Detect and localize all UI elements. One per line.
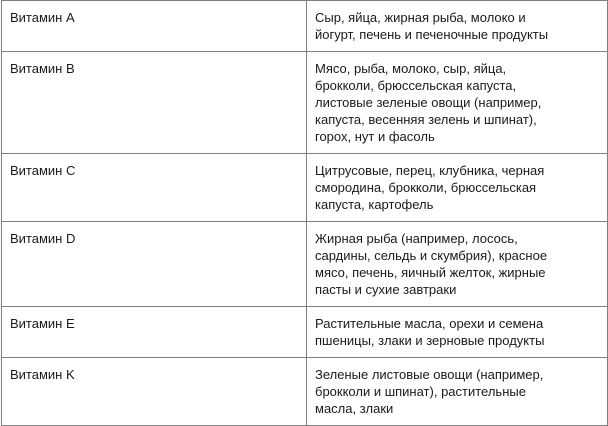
table-row bbox=[2, 52, 608, 154]
table-row bbox=[2, 222, 608, 307]
vitamin-name-cell: Витамин B bbox=[2, 52, 307, 154]
table-row bbox=[2, 1, 608, 52]
food-sources-cell: Сыр, яйца, жирная рыба, молоко и йогурт, печень и печеночные продукты bbox=[307, 1, 608, 52]
vitamin-name-cell: Витамин C bbox=[2, 154, 307, 222]
vitamin-sources-table-container bbox=[1, 0, 607, 426]
food-sources-cell: Жирная рыба (например, лосось, сардины, сельдь и скумбрия), красное мясо, печень, яичный желток, жирные пасты и сухие завтраки bbox=[307, 222, 608, 307]
table-row bbox=[2, 358, 608, 426]
vitamin-name-cell: Витамин K bbox=[2, 358, 307, 426]
vitamin-name-cell: Витамин D bbox=[2, 222, 307, 307]
food-sources-cell: Цитрусовые, перец, клубника, черная смородина, брокколи, брюссельская капуста, картофель bbox=[307, 154, 608, 222]
food-sources-cell: Зеленые листовые овощи (например, брокколи и шпинат), растительные масла, злаки bbox=[307, 358, 608, 426]
food-sources-cell: Мясо, рыба, молоко, сыр, яйца, брокколи, брюссельская капуста, листовые зеленые овощи (например, капуста, весенняя зелень и шпинат), горох, нут и фасоль bbox=[307, 52, 608, 154]
food-sources-cell: Растительные масла, орехи и семена пшеницы, злаки и зерновые продукты bbox=[307, 307, 608, 358]
vitamin-sources-table bbox=[1, 0, 608, 426]
table-row bbox=[2, 307, 608, 358]
vitamin-name-cell: Витамин E bbox=[2, 307, 307, 358]
vitamin-name-cell: Витамин A bbox=[2, 1, 307, 52]
table-row bbox=[2, 154, 608, 222]
